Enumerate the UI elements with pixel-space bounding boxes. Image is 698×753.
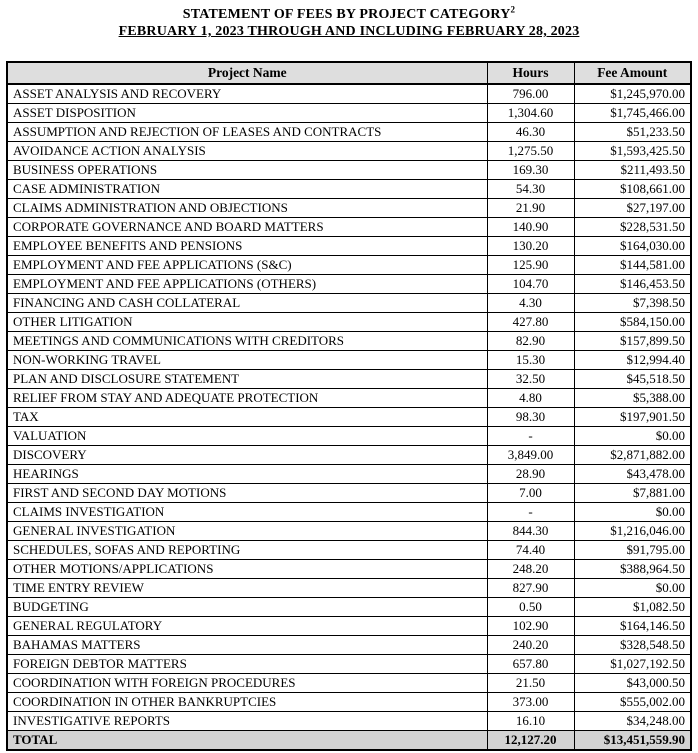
hours-cell: 169.30 [487, 161, 574, 180]
project-name-cell: INVESTIGATIVE REPORTS [7, 712, 487, 731]
table-row [7, 351, 691, 370]
table-row [7, 617, 691, 636]
table-row [7, 484, 691, 503]
project-name-cell: GENERAL INVESTIGATION [7, 522, 487, 541]
table-row [7, 123, 691, 142]
table-row [7, 503, 691, 522]
project-name-cell: TAX [7, 408, 487, 427]
project-name-cell: DISCOVERY [7, 446, 487, 465]
project-name-cell: CASE ADMINISTRATION [7, 180, 487, 199]
table-row [7, 199, 691, 218]
table-row [7, 104, 691, 123]
table-header [7, 62, 691, 84]
table-row [7, 674, 691, 693]
total-hours-cell: 12,127.20 [487, 731, 574, 751]
fee-amount-cell: $45,518.50 [574, 370, 691, 389]
project-name-cell: AVOIDANCE ACTION ANALYSIS [7, 142, 487, 161]
project-name-cell: GENERAL REGULATORY [7, 617, 487, 636]
fee-amount-cell: $5,388.00 [574, 389, 691, 408]
hours-cell: - [487, 503, 574, 522]
page-title [0, 6, 698, 23]
table-row [7, 465, 691, 484]
table-row [7, 142, 691, 161]
fee-amount-cell: $43,478.00 [574, 465, 691, 484]
table-row [7, 237, 691, 256]
hours-cell: 844.30 [487, 522, 574, 541]
fee-amount-cell: $146,453.50 [574, 275, 691, 294]
fee-amount-cell: $108,661.00 [574, 180, 691, 199]
project-name-cell: FINANCING AND CASH COLLATERAL [7, 294, 487, 313]
fee-amount-cell: $43,000.50 [574, 674, 691, 693]
project-name-cell: ASSET DISPOSITION [7, 104, 487, 123]
fee-amount-cell: $91,795.00 [574, 541, 691, 560]
table-row [7, 161, 691, 180]
fee-amount-cell: $0.00 [574, 579, 691, 598]
table-body [7, 84, 691, 731]
fee-amount-cell: $388,964.50 [574, 560, 691, 579]
table-row [7, 427, 691, 446]
project-name-cell: OTHER LITIGATION [7, 313, 487, 332]
table-row [7, 218, 691, 237]
project-name-cell: VALUATION [7, 427, 487, 446]
hours-cell: 796.00 [487, 84, 574, 104]
fee-amount-cell: $7,398.50 [574, 294, 691, 313]
hours-cell: 373.00 [487, 693, 574, 712]
table-row [7, 370, 691, 389]
table-header-row [7, 62, 691, 84]
project-name-cell: FIRST AND SECOND DAY MOTIONS [7, 484, 487, 503]
table-row [7, 579, 691, 598]
project-name-cell: EMPLOYEE BENEFITS AND PENSIONS [7, 237, 487, 256]
table-row [7, 636, 691, 655]
fee-amount-cell: $197,901.50 [574, 408, 691, 427]
hours-cell: 427.80 [487, 313, 574, 332]
project-name-cell: CLAIMS INVESTIGATION [7, 503, 487, 522]
column-header-project-name: Project Name [7, 62, 487, 84]
page-subtitle-date-range: FEBRUARY 1, 2023 THROUGH AND INCLUDING FEBRUARY 28, 2023 [118, 24, 580, 39]
fee-amount-cell: $1,745,466.00 [574, 104, 691, 123]
hours-cell: 657.80 [487, 655, 574, 674]
table-row [7, 655, 691, 674]
hours-cell: 4.30 [487, 294, 574, 313]
table-row [7, 332, 691, 351]
project-name-cell: NON-WORKING TRAVEL [7, 351, 487, 370]
project-name-cell: SCHEDULES, SOFAS AND REPORTING [7, 541, 487, 560]
fee-amount-cell: $12,994.40 [574, 351, 691, 370]
hours-cell: 32.50 [487, 370, 574, 389]
project-name-cell: PLAN AND DISCLOSURE STATEMENT [7, 370, 487, 389]
hours-cell: 4.80 [487, 389, 574, 408]
fee-amount-cell: $555,002.00 [574, 693, 691, 712]
table-footer [7, 731, 691, 751]
fee-amount-cell: $51,233.50 [574, 123, 691, 142]
column-header-fee-amount: Fee Amount [574, 62, 691, 84]
table-row [7, 560, 691, 579]
page-title-text: STATEMENT OF FEES BY PROJECT CATEGORY [182, 7, 511, 22]
fee-amount-cell: $328,548.50 [574, 636, 691, 655]
table-row [7, 313, 691, 332]
project-name-cell: TIME ENTRY REVIEW [7, 579, 487, 598]
fee-amount-cell: $1,593,425.50 [574, 142, 691, 161]
project-name-cell: EMPLOYMENT AND FEE APPLICATIONS (OTHERS) [7, 275, 487, 294]
project-name-cell: COORDINATION IN OTHER BANKRUPTCIES [7, 693, 487, 712]
project-name-cell: FOREIGN DEBTOR MATTERS [7, 655, 487, 674]
table-row [7, 693, 691, 712]
project-name-cell: CORPORATE GOVERNANCE AND BOARD MATTERS [7, 218, 487, 237]
fee-amount-cell: $228,531.50 [574, 218, 691, 237]
fee-amount-cell: $1,027,192.50 [574, 655, 691, 674]
fee-amount-cell: $1,082.50 [574, 598, 691, 617]
hours-cell: 16.10 [487, 712, 574, 731]
fee-amount-cell: $584,150.00 [574, 313, 691, 332]
hours-cell: 98.30 [487, 408, 574, 427]
hours-cell: 130.20 [487, 237, 574, 256]
hours-cell: 82.90 [487, 332, 574, 351]
fee-amount-cell: $157,899.50 [574, 332, 691, 351]
project-name-cell: COORDINATION WITH FOREIGN PROCEDURES [7, 674, 487, 693]
hours-cell: 21.50 [487, 674, 574, 693]
hours-cell: 125.90 [487, 256, 574, 275]
table-row [7, 541, 691, 560]
fee-amount-cell: $164,146.50 [574, 617, 691, 636]
project-name-cell: CLAIMS ADMINISTRATION AND OBJECTIONS [7, 199, 487, 218]
fee-amount-cell: $1,216,046.00 [574, 522, 691, 541]
hours-cell: 28.90 [487, 465, 574, 484]
hours-cell: 140.90 [487, 218, 574, 237]
hours-cell: 1,304.60 [487, 104, 574, 123]
fee-amount-cell: $164,030.00 [574, 237, 691, 256]
table-row [7, 522, 691, 541]
project-name-cell: RELIEF FROM STAY AND ADEQUATE PROTECTION [7, 389, 487, 408]
table-row [7, 712, 691, 731]
fees-by-project-category-table [6, 61, 692, 751]
hours-cell: 46.30 [487, 123, 574, 142]
fee-amount-cell: $211,493.50 [574, 161, 691, 180]
hours-cell: 248.20 [487, 560, 574, 579]
hours-cell: 827.90 [487, 579, 574, 598]
project-name-cell: BAHAMAS MATTERS [7, 636, 487, 655]
hours-cell: 7.00 [487, 484, 574, 503]
fee-amount-cell: $0.00 [574, 427, 691, 446]
hours-cell: 104.70 [487, 275, 574, 294]
table-row [7, 408, 691, 427]
total-fee-amount-cell: $13,451,559.90 [574, 731, 691, 751]
title-footnote-superscript: 2 [510, 4, 516, 15]
table-row [7, 180, 691, 199]
total-label-cell: TOTAL [7, 731, 487, 751]
project-name-cell: BUSINESS OPERATIONS [7, 161, 487, 180]
column-header-hours: Hours [487, 62, 574, 84]
table-row [7, 446, 691, 465]
hours-cell: 102.90 [487, 617, 574, 636]
fee-amount-cell: $1,245,970.00 [574, 84, 691, 104]
fee-amount-cell: $7,881.00 [574, 484, 691, 503]
project-name-cell: OTHER MOTIONS/APPLICATIONS [7, 560, 487, 579]
project-name-cell: ASSET ANALYSIS AND RECOVERY [7, 84, 487, 104]
hours-cell: 74.40 [487, 541, 574, 560]
hours-cell: 240.20 [487, 636, 574, 655]
fee-amount-cell: $2,871,882.00 [574, 446, 691, 465]
table-row [7, 256, 691, 275]
fee-amount-cell: $144,581.00 [574, 256, 691, 275]
total-row [7, 731, 691, 751]
hours-cell: 54.30 [487, 180, 574, 199]
hours-cell: 15.30 [487, 351, 574, 370]
hours-cell: 0.50 [487, 598, 574, 617]
hours-cell: 1,275.50 [487, 142, 574, 161]
project-name-cell: MEETINGS AND COMMUNICATIONS WITH CREDITORS [7, 332, 487, 351]
table-row [7, 598, 691, 617]
hours-cell: 21.90 [487, 199, 574, 218]
project-name-cell: HEARINGS [7, 465, 487, 484]
table-row [7, 294, 691, 313]
fee-amount-cell: $0.00 [574, 503, 691, 522]
fee-amount-cell: $27,197.00 [574, 199, 691, 218]
fee-amount-cell: $34,248.00 [574, 712, 691, 731]
project-name-cell: ASSUMPTION AND REJECTION OF LEASES AND CONTRACTS [7, 123, 487, 142]
table-row [7, 275, 691, 294]
hours-cell: 3,849.00 [487, 446, 574, 465]
document-header [0, 6, 698, 40]
project-name-cell: EMPLOYMENT AND FEE APPLICATIONS (S&C) [7, 256, 487, 275]
project-name-cell: BUDGETING [7, 598, 487, 617]
table-row [7, 84, 691, 104]
hours-cell: - [487, 427, 574, 446]
table-row [7, 389, 691, 408]
